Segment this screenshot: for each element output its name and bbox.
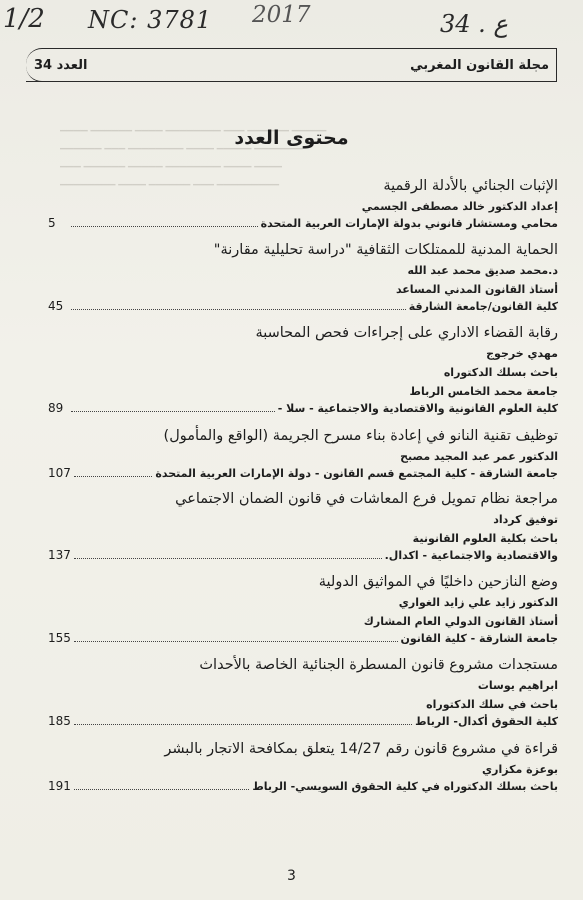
entry-affiliation: جامعة الشارقة - كلية المجتمع قسم القانون - دولة الإمارات العربية المتحدة [155, 467, 558, 480]
contents-title: محتوى العدد [234, 127, 349, 149]
entry-affiliation-row [48, 714, 558, 728]
dot-leader [74, 779, 249, 790]
entry-title: توظيف تقنية النانو في إعادة بناء مسرح الجريمة (الواقع والمأمول) [163, 428, 558, 444]
entry-author-line: ابراهيم يوسات [477, 679, 558, 692]
issue-number: العدد 34 [34, 58, 88, 73]
entry-affiliation-row [48, 401, 558, 415]
entry-affiliation: باحث بسلك الدكتوراه في كلية الحقوق السويسي- الرباط [252, 780, 558, 793]
entry-affiliation: محامي ومستشار قانوني بدولة الإمارات العربية المتحدة [260, 217, 558, 230]
dot-leader [74, 548, 382, 559]
journal-name: مجلة القانون المغربي [410, 58, 549, 73]
dot-leader [74, 466, 153, 477]
entry-page-number: 45 [48, 299, 64, 313]
entry-affiliation: كلية العلوم القانونية والاقتصادية والاجتماعية - سلا - [277, 402, 558, 415]
entry-author-line: باحث بسلك الدكتوراه [443, 366, 558, 379]
handwritten-fraction: 1/2 [3, 4, 45, 34]
entry-page-number: 137 [48, 548, 71, 562]
entry-author-line: الدكتور زايد علي زايد الغواري [398, 596, 558, 609]
entry-title: مراجعة نظام تمويل فرع المعاشات في قانون الضمان الاجتماعي [175, 491, 558, 507]
entry-title: الإثبات الجنائي بالأدلة الرقمية [383, 178, 558, 194]
entry-affiliation-row [48, 466, 558, 480]
entry-author-line: توفيق كرداد [493, 513, 558, 526]
entry-author-line: الدكتور عمر عبد المجيد مصبح [400, 450, 558, 463]
bleed-through-text: ▁▁▁▁ ▁▁▁▁▁▁ ▁▁▁▁ ▁▁▁▁▁▁▁▁ ▁▁▁ ▁▁▁▁▁▁ ▁▁▁▁▁ ▁▁▁▁▁▁ ▁▁▁ ▁▁▁▁▁▁▁▁ ▁▁▁▁ ▁▁▁▁▁ ▁▁▁▁▁▁▁ ▁▁▁ ▁▁▁▁▁▁ ▁▁▁▁▁ ▁▁▁▁▁▁▁▁ ▁▁▁▁ ▁▁▁▁ ▁▁▁▁▁▁▁▁ ▁▁▁▁ ▁▁▁▁▁▁ ▁▁▁ ▁▁▁▁▁▁▁▁▁ [60, 122, 327, 186]
entry-title: الحماية المدنية للممتلكات الثقافية "دراسة تحليلية مقارنة" [213, 242, 558, 258]
entry-page-number: 191 [48, 779, 71, 793]
entry-author-line: أستاذ القانون الدولي العام المشارك [363, 615, 558, 628]
handwritten-nc-number: NC: 3781 [88, 6, 213, 34]
entry-title: رقابة القضاء الاداري على إجراءات فحص المحاسبة [255, 325, 558, 341]
entry-affiliation-row [48, 216, 558, 230]
entry-author-line: أستاذ القانون المدني المساعد [395, 283, 558, 296]
entry-page-number: 89 [48, 401, 64, 415]
entry-affiliation: والاقتصادية والاجتماعية - اكدال. [384, 549, 558, 562]
toc-entry [48, 488, 558, 562]
toc-entry [48, 322, 558, 415]
entry-author-line: باحث في سلك الدكتوراه [426, 698, 558, 711]
entry-affiliation-row [48, 631, 558, 645]
handwritten-issue-code: 34 . ع [440, 10, 508, 38]
toc-entries [48, 175, 558, 793]
toc-entry [48, 425, 558, 480]
toc-entry [48, 738, 558, 793]
entry-title: قراءة في مشروع قانون رقم 14/27 يتعلق بمكافحة الاتجار بالبشر [164, 741, 558, 757]
entry-affiliation-row [48, 299, 558, 313]
entry-page-number: 155 [48, 631, 71, 645]
entry-author-line: إعداد الدكتور خالد مصطفى الجسمي [361, 200, 558, 213]
entry-author-line: جامعة محمد الخامس الرباط [409, 385, 558, 398]
entry-title: وضع النازحين داخليًا في المواثيق الدولية [318, 574, 558, 590]
dot-leader [74, 714, 412, 725]
dot-leader [74, 631, 398, 642]
entry-affiliation: كلية القانون/جامعة الشارقة [408, 300, 558, 313]
entry-affiliation-row [48, 779, 558, 793]
dot-leader [71, 401, 275, 412]
entry-author-line: د.محمد صديق محمد عبد الله [407, 264, 558, 277]
entry-affiliation: جامعة الشارقة - كلية القانون [400, 632, 558, 645]
dot-leader [71, 299, 406, 310]
entry-author-line: بوعزة مكزاري [482, 763, 558, 776]
toc-entry [48, 654, 558, 728]
page-number: 3 [287, 868, 296, 884]
entry-author-line: مهدي خرجوج [486, 347, 558, 360]
entry-affiliation: كلية الحقوق أكدال- الرباط [415, 715, 558, 728]
handwritten-year: 2017 [252, 2, 311, 28]
entry-page-number: 185 [48, 714, 71, 728]
toc-entry [48, 239, 558, 313]
entry-page-number: 107 [48, 466, 71, 480]
entry-page-number: 5 [48, 216, 56, 230]
entry-title: مستجدات مشروع قانون المسطرة الجنائية الخاصة بالأحداث [199, 657, 558, 673]
dot-leader [71, 216, 258, 227]
entry-affiliation-row [48, 548, 558, 562]
toc-entry [48, 571, 558, 645]
entry-author-line: باحث بكلية العلوم القانونية [412, 532, 558, 545]
toc-entry [48, 175, 558, 230]
